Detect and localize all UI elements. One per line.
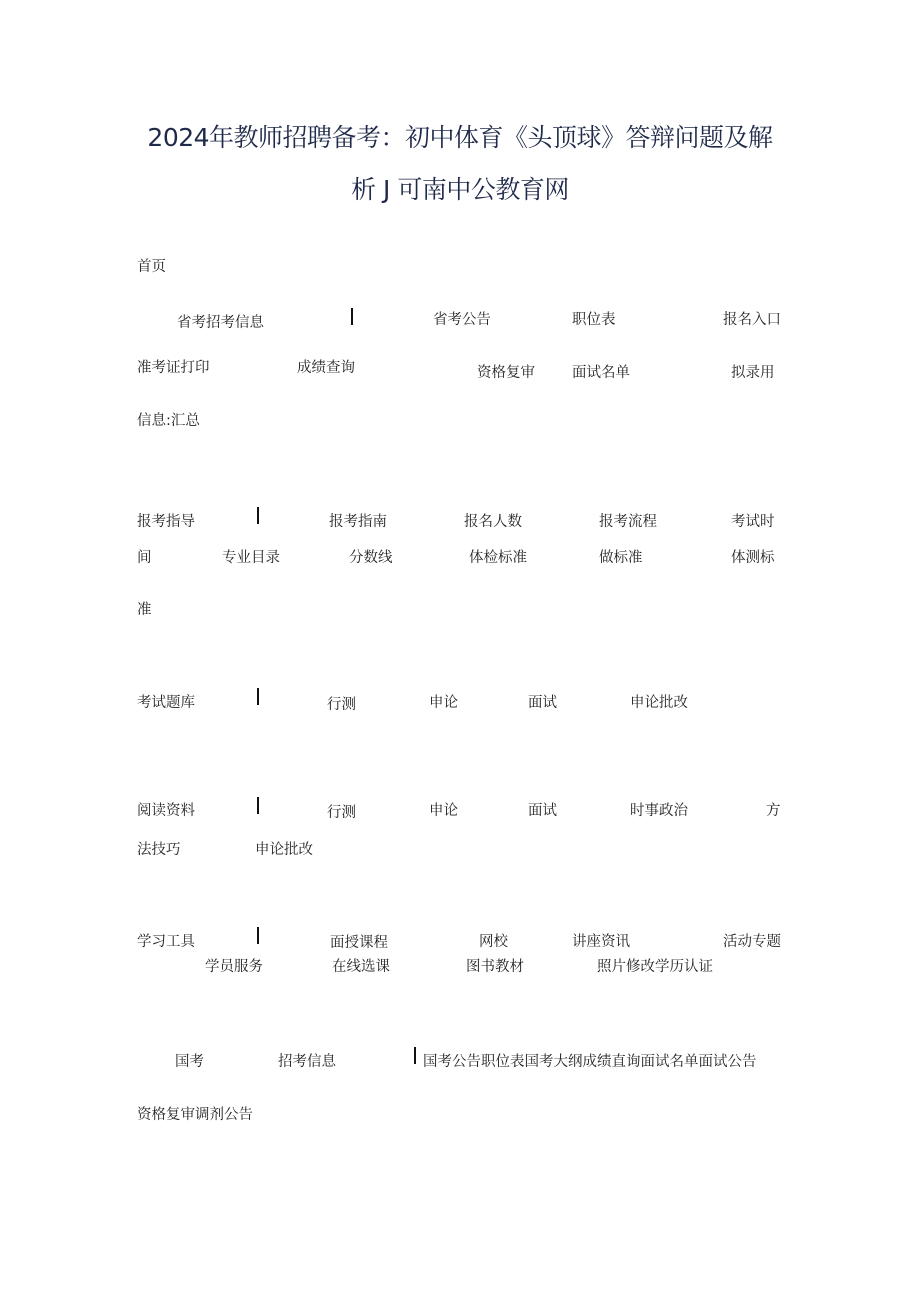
link-major-catalog[interactable]: 专业目录 <box>222 550 280 566</box>
page-title-line-1: 2024年教师招聘备考：初中体育《头顶球》答辩问题及解 <box>147 123 773 152</box>
nav-home-link[interactable]: 首页 <box>137 259 166 275</box>
link-position-table[interactable]: 职位表 <box>572 312 616 328</box>
section-heading-tools: 学习工具 <box>137 934 195 950</box>
link-standard[interactable]: 做标准 <box>599 550 643 566</box>
link-essay-grading[interactable]: 申论批改 <box>255 842 313 858</box>
link-aptitude-test[interactable]: 行测 <box>327 697 356 713</box>
section-heading-reading: 阅读资料 <box>137 803 195 819</box>
link-fitness-test-standard-cont[interactable]: 准 <box>137 602 152 618</box>
link-admission-ticket[interactable]: 准考证打印 <box>137 360 210 376</box>
link-interview[interactable]: 面试 <box>528 803 557 819</box>
section-heading-guide: 报考指导 <box>137 514 195 530</box>
link-online-school[interactable]: 网校 <box>479 934 508 950</box>
link-interview-list[interactable]: 面试名单 <box>572 365 630 381</box>
link-info-summary[interactable]: 信息:汇总 <box>137 413 200 429</box>
link-current-affairs[interactable]: 时事政治 <box>630 803 688 819</box>
link-fitness-test-standard[interactable]: 体测标 <box>731 550 775 566</box>
divider-bar <box>351 308 353 325</box>
divider-bar <box>257 927 259 944</box>
link-score-line[interactable]: 分数线 <box>349 550 393 566</box>
link-essay[interactable]: 申论 <box>429 803 458 819</box>
link-essay[interactable]: 申论 <box>429 695 458 711</box>
section-heading-provincial: 省考招考信息 <box>177 315 264 331</box>
link-registration-entry[interactable]: 报名入口 <box>723 312 781 328</box>
link-event-topics[interactable]: 活动专题 <box>723 934 781 950</box>
national-exam-links-row[interactable]: 国考公告职位表国考大纲成绩直询面试名单面试公告 <box>423 1054 757 1070</box>
link-photo-edit-degree-cert[interactable]: 照片修改学历认证 <box>597 959 713 975</box>
section-heading-recruitment-info: 招考信息 <box>278 1054 336 1070</box>
link-online-course-selection[interactable]: 在线选课 <box>332 959 390 975</box>
section-heading-question-bank: 考试题库 <box>137 695 195 711</box>
link-applicant-count[interactable]: 报名人数 <box>464 514 522 530</box>
link-books-materials[interactable]: 图书教材 <box>466 959 524 975</box>
link-essay-grading[interactable]: 申论批改 <box>630 695 688 711</box>
link-methods-tips-cont[interactable]: 法技巧 <box>137 842 181 858</box>
link-student-services[interactable]: 学员服务 <box>205 959 263 975</box>
link-exam-time[interactable]: 考试时 <box>731 514 775 530</box>
link-exam-process[interactable]: 报考流程 <box>599 514 657 530</box>
link-exam-guide[interactable]: 报考指南 <box>329 514 387 530</box>
link-aptitude-test[interactable]: 行测 <box>327 805 356 821</box>
link-proposed-hire[interactable]: 拟录用 <box>731 365 775 381</box>
link-in-person-courses[interactable]: 面授课程 <box>330 935 388 951</box>
page-title-line-2: 析 J 可南中公教育网 <box>351 175 569 204</box>
link-national-exam[interactable]: 国考 <box>175 1054 204 1070</box>
link-methods-tips[interactable]: 方 <box>766 803 781 819</box>
divider-bar <box>257 507 259 524</box>
link-score-query[interactable]: 成绩查询 <box>297 360 355 376</box>
link-qualification-review[interactable]: 资格复审 <box>477 365 535 381</box>
link-provincial-announcement[interactable]: 省考公告 <box>433 312 491 328</box>
divider-bar <box>257 797 259 814</box>
link-exam-time-cont[interactable]: 间 <box>137 550 152 566</box>
divider-bar <box>257 688 259 705</box>
link-physical-exam-standard[interactable]: 体检标准 <box>469 550 527 566</box>
link-lecture-news[interactable]: 讲座资讯 <box>572 934 630 950</box>
link-qualification-review-adjustment[interactable]: 资格复审调剂公告 <box>137 1107 253 1123</box>
link-interview[interactable]: 面试 <box>528 695 557 711</box>
divider-bar <box>414 1047 416 1064</box>
